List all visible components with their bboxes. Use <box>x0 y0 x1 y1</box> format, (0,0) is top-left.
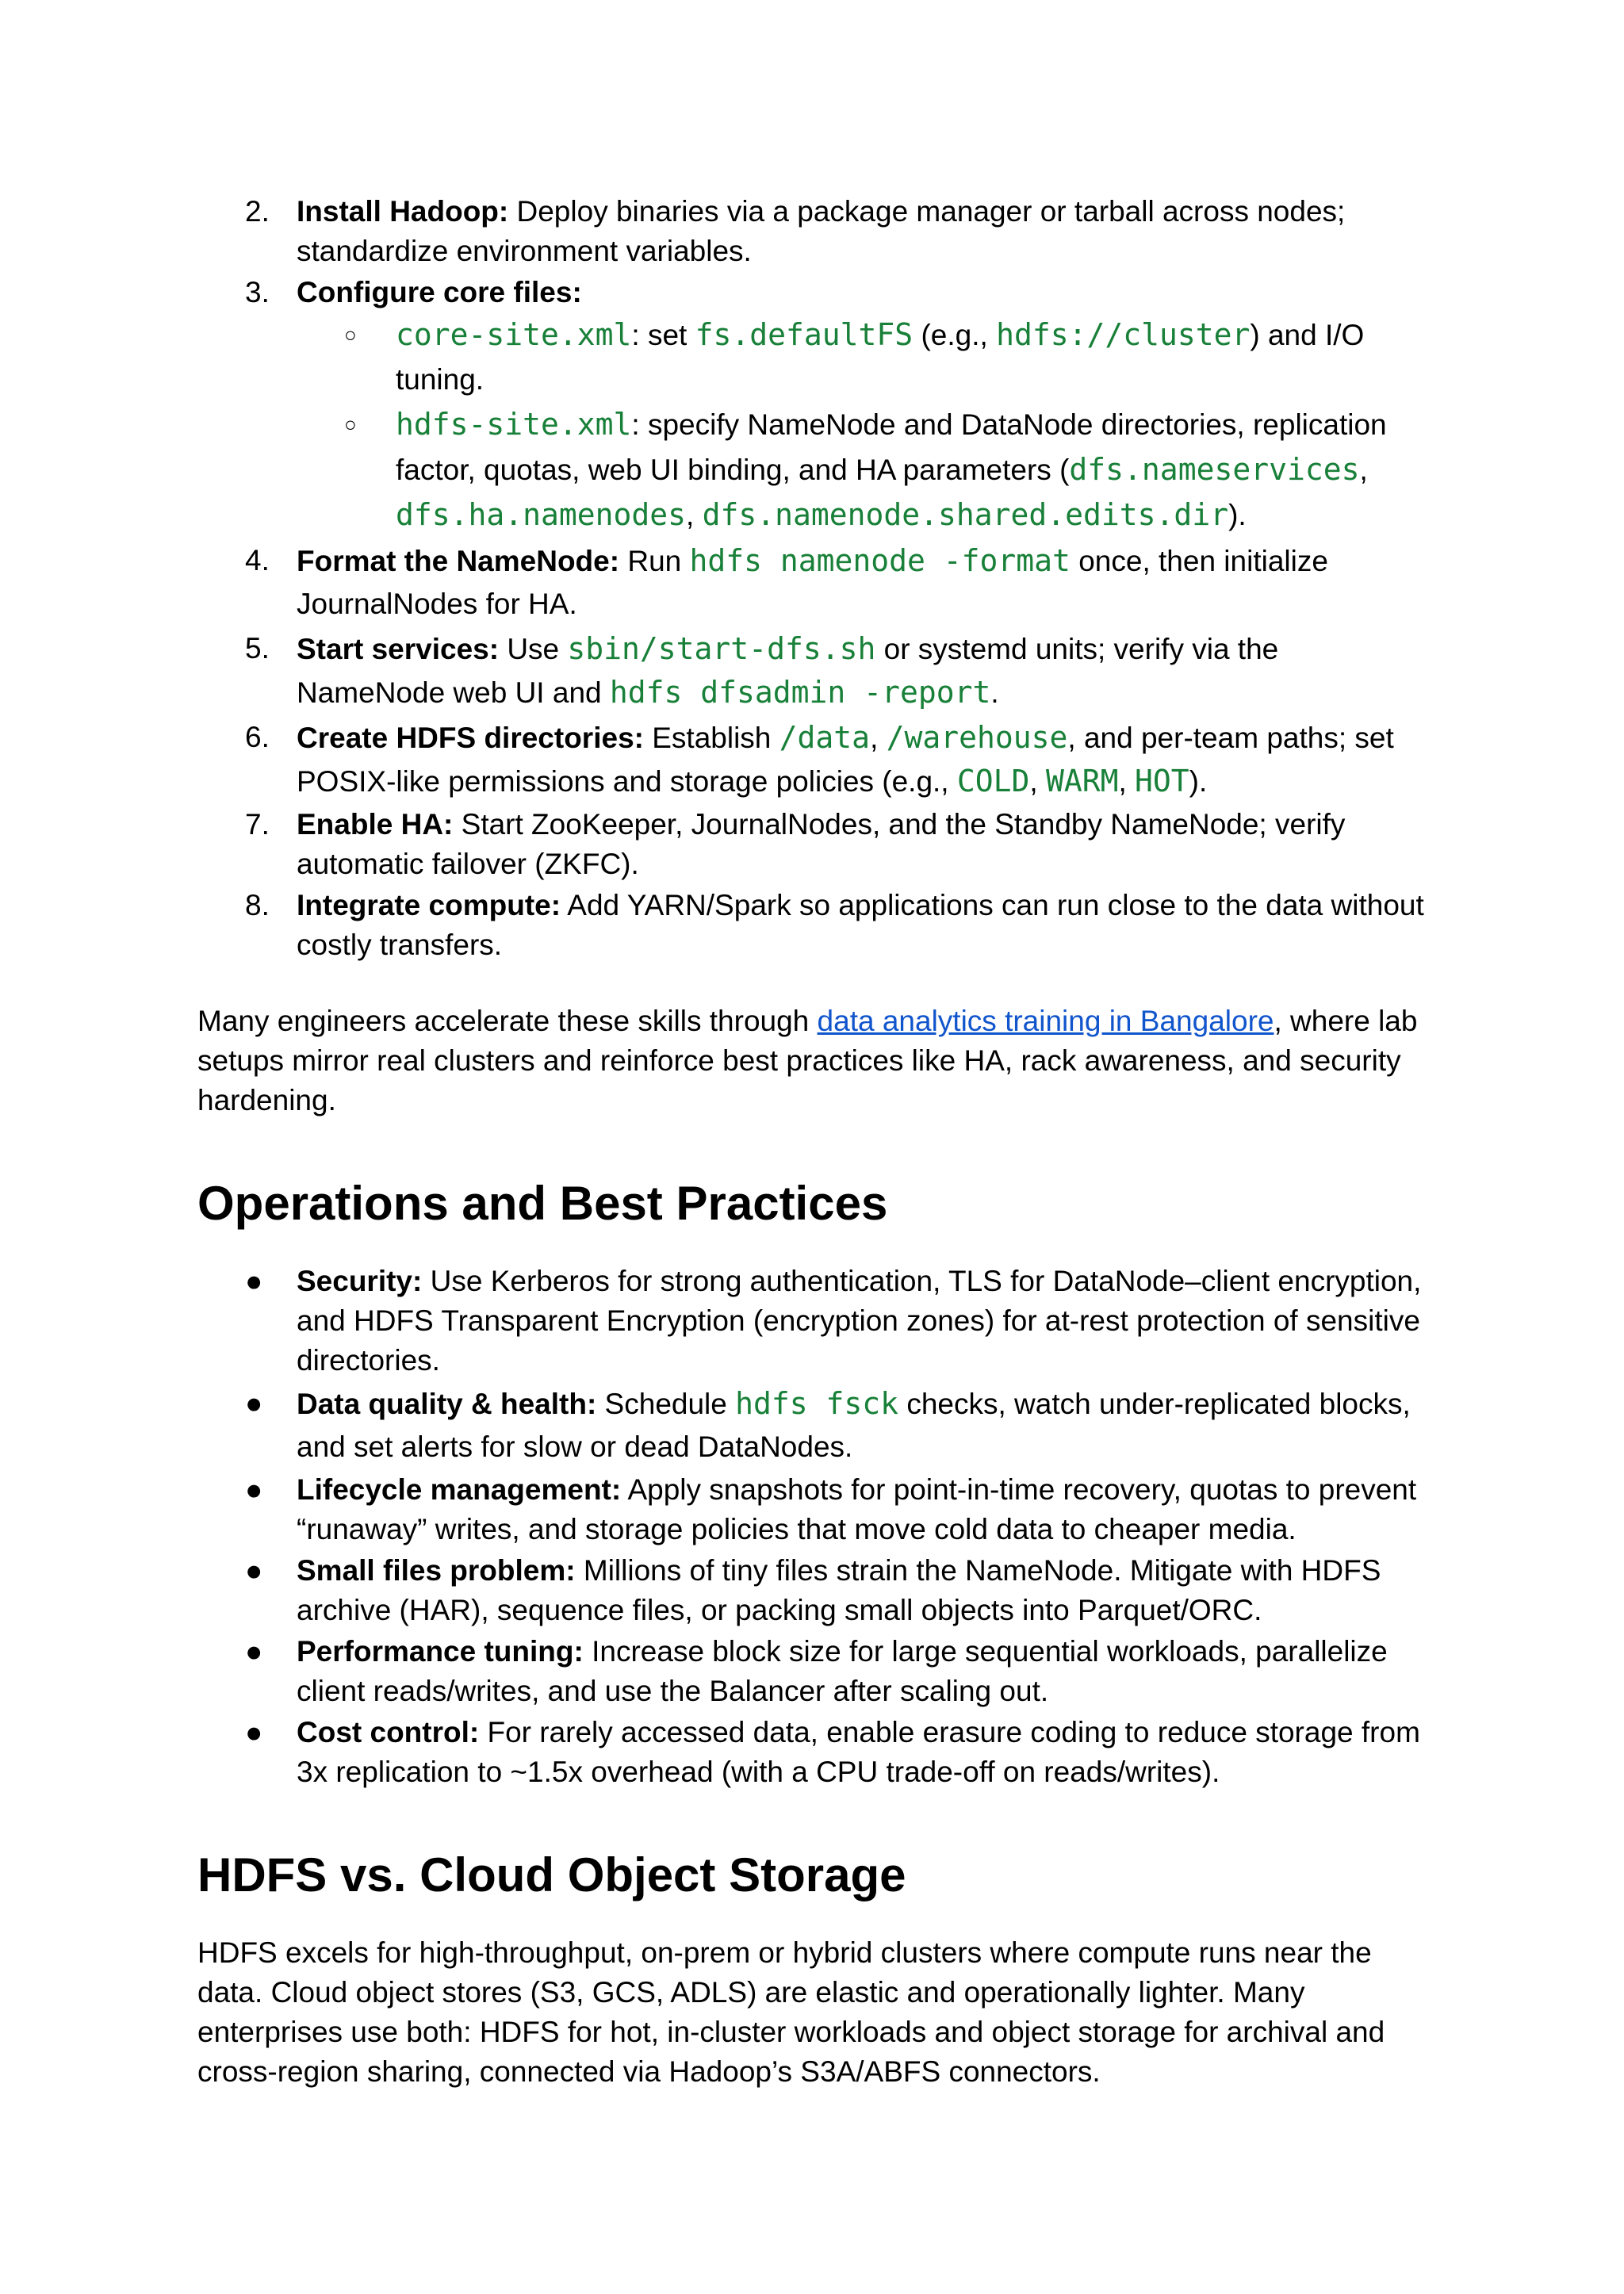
document-page <box>197 192 1434 2092</box>
bullet-icon: ● <box>245 1635 263 1668</box>
code-span: dfs.namenode.shared.edits.dir <box>702 497 1229 532</box>
step-format-namenode <box>197 539 1434 626</box>
item-text: , <box>1359 454 1368 486</box>
core-file-item <box>297 402 1434 538</box>
core-files-list <box>297 312 1434 538</box>
step-enable-ha <box>197 805 1434 884</box>
item-text: ) and I/O tuning. <box>396 319 1365 396</box>
practice-label: Security: <box>297 1265 423 1297</box>
practice-text: Millions of tiny files strain the NameNode. Mitigate with HDFS archive (HAR), sequence files, or packing small objects into Parquet/ORC. <box>297 1554 1381 1626</box>
step-text: , <box>1029 765 1046 798</box>
step-number: 2. <box>245 195 270 228</box>
practice-text: checks, watch under-replicated blocks, and set alerts for slow or dead DataNodes. <box>297 1388 1411 1463</box>
practice-item <box>197 1382 1434 1469</box>
step-text: Add YARN/Spark so applications can run close to the data without costly transfers. <box>297 889 1424 961</box>
step-text: Establish <box>643 722 779 754</box>
practice-item <box>197 1470 1434 1549</box>
code-span: core-site.xml <box>396 317 632 352</box>
practice-label: Cost control: <box>297 1716 480 1748</box>
practice-item <box>197 1551 1434 1630</box>
step-number: 6. <box>245 721 270 753</box>
bullet-icon: ● <box>245 1716 263 1748</box>
code-span: hdfs fsck <box>735 1386 899 1421</box>
code-span: hdfs namenode -format <box>689 543 1071 578</box>
step-text: , <box>1118 765 1136 798</box>
step-text: ). <box>1189 765 1208 798</box>
hollow-bullet-icon: ○ <box>344 412 357 436</box>
item-text: : set <box>631 319 695 351</box>
step-number: 4. <box>245 544 270 576</box>
setup-steps-list <box>197 192 1434 965</box>
practice-label: Data quality & health: <box>297 1388 597 1420</box>
code-span: dfs.ha.namenodes <box>396 497 687 532</box>
training-link[interactable]: data analytics training in Bangalore <box>817 1005 1274 1037</box>
step-create-directories <box>197 716 1434 803</box>
step-number: 8. <box>245 889 270 921</box>
hdfs-vs-cloud-paragraph: HDFS excels for high-throughput, on-prem or hybrid clusters where compute runs near the data. Cloud object stores (S3, GCS, ADLS) are elastic and operationally lighter. Many enterprises use both: HDFS for hot, in-cluster workloads and object storage for archival and cross-region sharing, connected via Hadoop’s S3A/ABFS connectors. <box>197 1936 1385 2088</box>
code-span: COLD <box>956 764 1030 798</box>
code-span: dfs.nameservices <box>1069 452 1360 487</box>
item-text: ). <box>1228 499 1247 531</box>
step-text: once, then initialize JournalNodes for HA. <box>297 545 1328 620</box>
step-label: Integrate compute: <box>297 889 561 921</box>
step-start-services <box>197 627 1434 714</box>
code-span: /data <box>779 720 871 755</box>
bullet-icon: ● <box>245 1265 263 1297</box>
code-span: fs.defaultFS <box>695 317 914 352</box>
code-span: HOT <box>1135 764 1189 798</box>
step-text: , and per-team paths; set POSIX-like permissions and storage policies (e.g., <box>297 722 1394 798</box>
item-text: (e.g., <box>913 319 997 351</box>
step-label: Format the NameNode: <box>297 545 620 577</box>
practice-label: Lifecycle management: <box>297 1473 622 1506</box>
practice-text: Schedule <box>596 1388 736 1420</box>
step-number: 3. <box>245 276 270 308</box>
practice-label: Small files problem: <box>297 1554 576 1587</box>
paragraph-text: , where lab setups mirror real clusters and reinforce best practices like HA, rack awareness, and security hardening. <box>197 1005 1418 1116</box>
practice-text: For rarely accessed data, enable erasure coding to reduce storage from 3x replication to ~1.5x overhead (with a CPU trade-off on reads/writes). <box>297 1716 1420 1788</box>
code-span: sbin/start-dfs.sh <box>567 631 876 666</box>
step-label: Start services: <box>297 633 500 665</box>
item-text: , <box>686 499 703 531</box>
code-span: /warehouse <box>886 720 1068 755</box>
step-text: , <box>870 722 887 754</box>
practice-label: Performance tuning: <box>297 1635 584 1668</box>
step-integrate-compute <box>197 886 1434 965</box>
section-heading-hdfs-vs-cloud: HDFS vs. Cloud Object Storage <box>197 1848 906 1901</box>
bullet-icon: ● <box>245 1387 263 1419</box>
practice-text: Use Kerberos for strong authentication, TLS for DataNode–client encryption, and HDFS Transparent Encryption (encryption zones) for at-rest protection of sensitive directories. <box>297 1265 1422 1377</box>
step-text: Start ZooKeeper, JournalNodes, and the Standby NameNode; verify automatic failover (ZKFC). <box>297 808 1346 880</box>
core-file-item <box>297 312 1434 402</box>
code-span: WARM <box>1045 764 1119 798</box>
practice-text: Increase block size for large sequential workloads, parallelize client reads/writes, and use the Balancer after scaling out. <box>297 1635 1388 1707</box>
practice-text: Apply snapshots for point-in-time recovery, quotas to prevent “runaway” writes, and storage policies that move cold data to cheaper media. <box>297 1473 1417 1545</box>
best-practices-list <box>197 1262 1434 1792</box>
step-label: Create HDFS directories: <box>297 722 644 754</box>
step-text: Run <box>619 545 690 577</box>
step-install-hadoop <box>197 192 1434 271</box>
step-text: Deploy binaries via a package manager or tarball across nodes; standardize environment variables. <box>297 195 1346 267</box>
code-span: hdfs dfsadmin -report <box>609 675 991 710</box>
practice-item <box>197 1262 1434 1381</box>
section-heading-operations: Operations and Best Practices <box>197 1177 888 1230</box>
step-configure-core-files <box>197 273 1434 538</box>
step-number: 7. <box>245 808 270 841</box>
step-text: Use <box>499 633 568 665</box>
code-span: hdfs://cluster <box>996 317 1251 352</box>
step-text: or systemd units; verify via the NameNode web UI and <box>297 633 1279 709</box>
step-number: 5. <box>245 632 270 664</box>
step-text: . <box>990 676 999 709</box>
practice-item <box>197 1713 1434 1792</box>
item-text: : specify NameNode and DataNode directories, replication factor, quotas, web UI binding, and HA parameters ( <box>396 408 1387 486</box>
hollow-bullet-icon: ○ <box>344 323 357 347</box>
step-label: Install Hadoop: <box>297 195 509 228</box>
step-label: Configure core files: <box>297 276 582 308</box>
practice-item <box>197 1632 1434 1711</box>
bullet-icon: ● <box>245 1473 263 1506</box>
paragraph-text: Many engineers accelerate these skills through <box>197 1005 818 1037</box>
training-paragraph <box>197 1001 1434 1120</box>
step-label: Enable HA: <box>297 808 454 841</box>
code-span: hdfs-site.xml <box>396 407 632 442</box>
bullet-icon: ● <box>245 1554 263 1587</box>
